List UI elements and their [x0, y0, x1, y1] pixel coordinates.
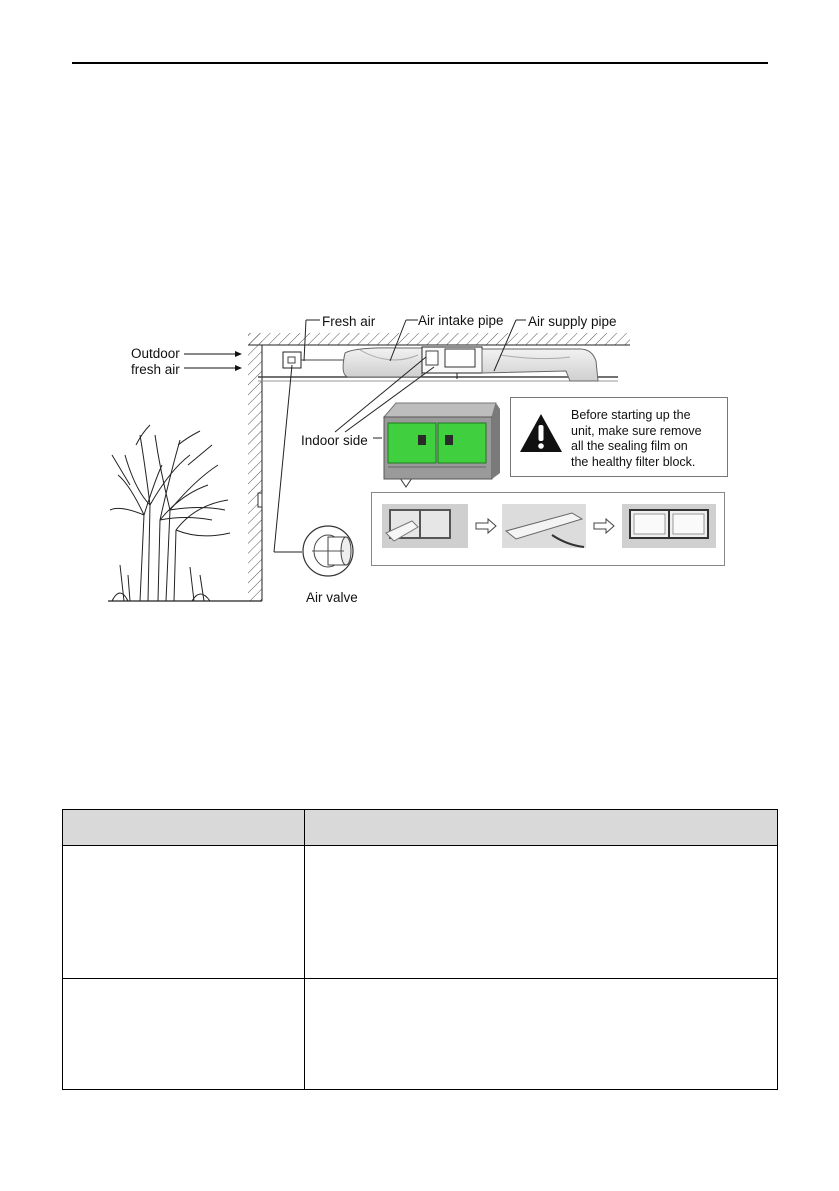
table-header-cell-1 — [63, 810, 305, 846]
plant-drawing — [110, 425, 230, 601]
outdoor-label: Outdoor — [131, 346, 180, 361]
filter-steps-drawing — [372, 493, 724, 565]
warning-box — [510, 397, 728, 477]
outdoor-fresh-air-label: fresh air — [131, 362, 180, 377]
table-cell — [305, 846, 778, 979]
warning-line-3: all the sealing film on — [571, 439, 688, 453]
table-header-row — [63, 810, 778, 846]
table-row — [63, 846, 778, 979]
warning-line-2: unit, make sure remove — [571, 423, 702, 438]
filter-step-arrow-2 — [594, 519, 614, 533]
filter-step-arrow-1 — [476, 519, 496, 533]
filter-step-2-photo — [502, 504, 586, 548]
blank-table — [62, 809, 778, 1090]
fresh-air-label: Fresh air — [322, 314, 376, 329]
filter-step-1-photo — [382, 504, 468, 548]
air-intake-pipe-label: Air intake pipe — [418, 313, 504, 328]
air-supply-duct — [482, 349, 598, 381]
air-valve-drawing — [303, 526, 353, 576]
warning-line-1: Before starting up the — [571, 408, 691, 422]
filter-steps-strip — [371, 492, 725, 566]
air-intake-duct — [343, 348, 422, 377]
air-valve-label: Air valve — [306, 590, 358, 605]
installation-diagram — [100, 305, 740, 605]
warning-icon — [518, 412, 564, 454]
air-supply-pipe-label: Air supply pipe — [528, 314, 617, 329]
table-header-cell-2 — [305, 810, 778, 846]
indoor-unit-photo — [384, 403, 500, 479]
indoor-side-label: Indoor side — [301, 433, 368, 448]
table-cell — [63, 979, 305, 1090]
wall-hatch — [248, 333, 262, 601]
wall-switch — [258, 493, 262, 507]
table-row — [63, 979, 778, 1090]
warning-text — [571, 408, 723, 470]
header-rule — [72, 62, 768, 64]
warning-line-4: the healthy filter block. — [571, 454, 696, 469]
table-cell — [63, 846, 305, 979]
filter-step-3-photo — [622, 504, 716, 548]
table-cell — [305, 979, 778, 1090]
